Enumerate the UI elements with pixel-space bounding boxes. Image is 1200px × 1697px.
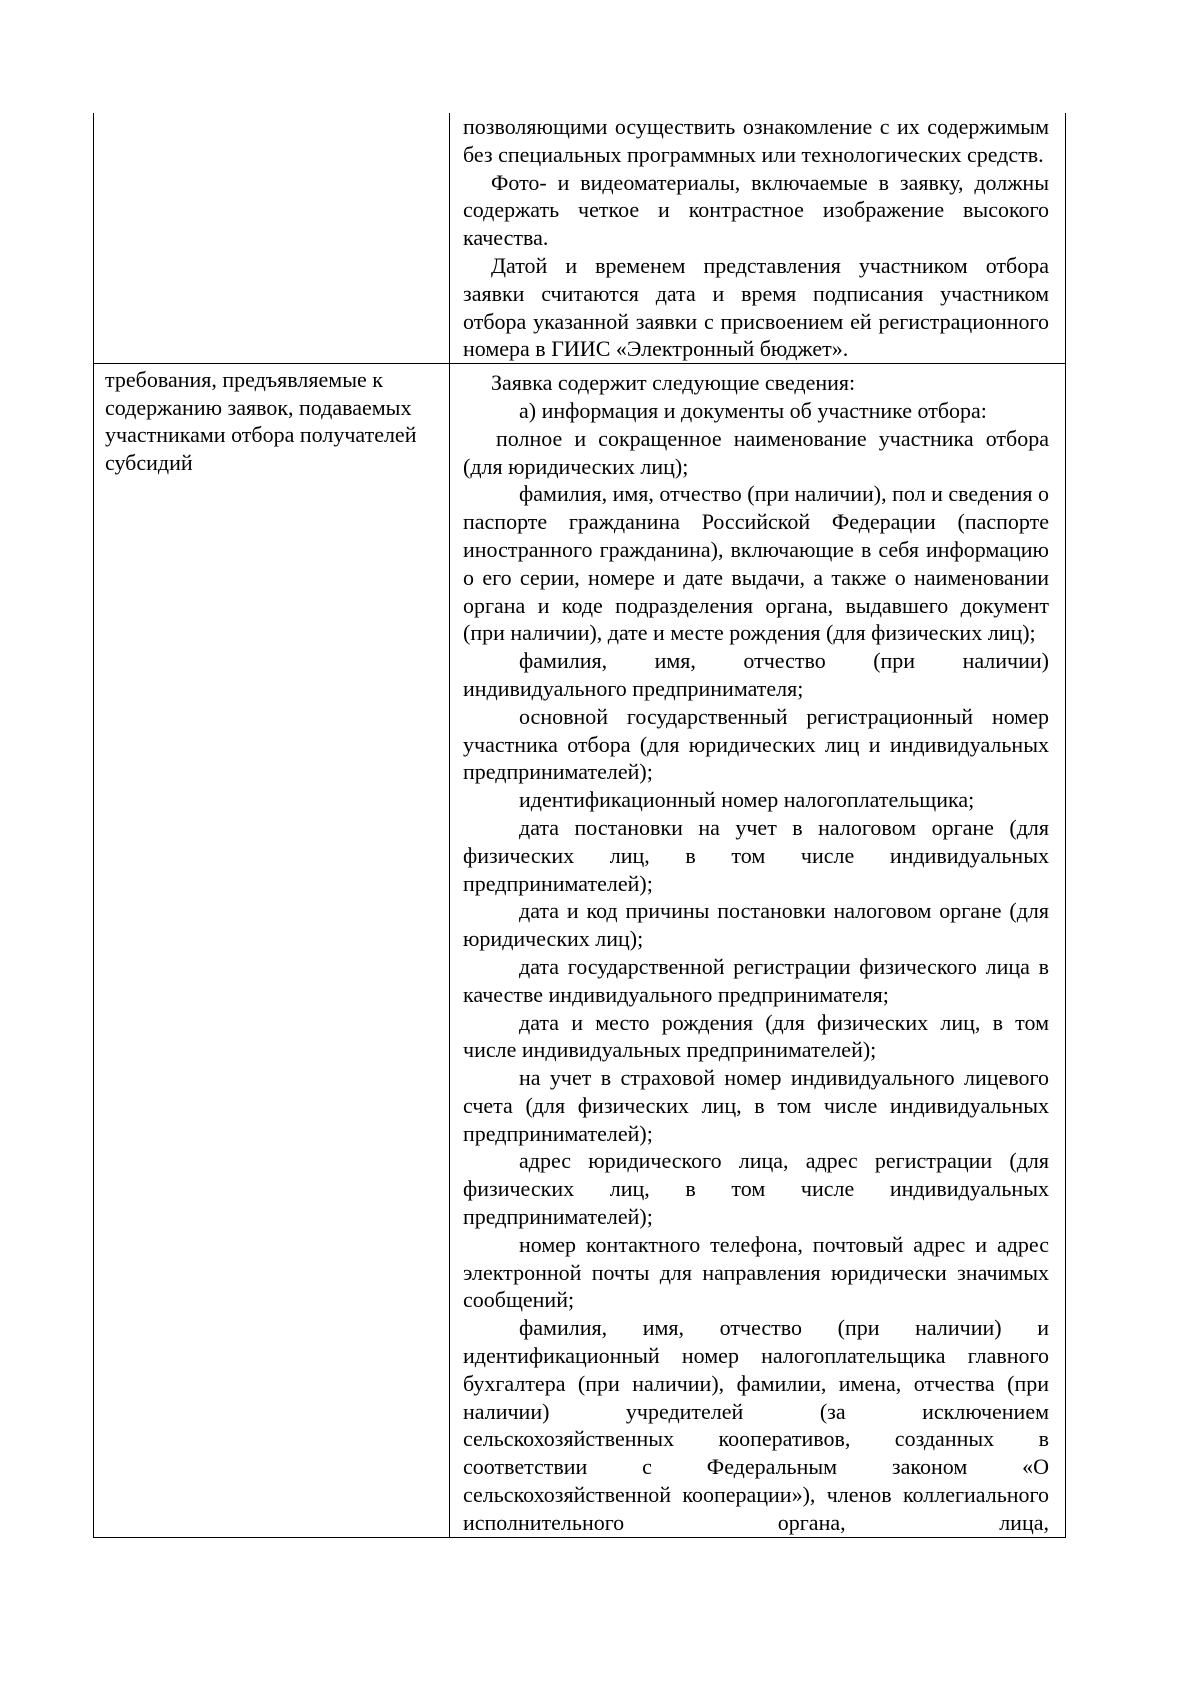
list-item: адрес юридического лица, адрес регистрации (для физических лиц, в том числе индивидуальных предпринимателей); (463, 1148, 1049, 1230)
requirements-label: требования, предъявляемые к содержанию заявок, подаваемых участниками отбора получателей субсидий (105, 367, 417, 475)
table-row-requirements (94, 364, 1066, 1537)
list-item: номер контактного телефона, почтовый адрес и адрес электронной почты для направления юридически значимых сообщений; (463, 1231, 1049, 1313)
list-item: дата постановки на учет в налоговом органе (для физических лиц, в том числе индивидуальных предпринимателей); (463, 814, 1049, 896)
paragraph-submission-date: Датой и временем представления участником отбора заявки считаются дата и время подписания участником отбора указанной заявки с присвоением ей регистрационного номера в ГИИС «Электронный бюджет». (463, 252, 1049, 362)
table-cell-right-continuation (450, 113, 1066, 364)
paragraph-photo-video: Фото- и видеоматериалы, включаемые в заявку, должны содержать четкое и контрастное изображение высокого качества. (463, 169, 1049, 251)
table-cell-left-empty (94, 113, 450, 364)
requirements-table (93, 113, 1066, 1538)
paragraph-item-a: а) информация и документы об участнике отбора: (519, 397, 987, 423)
list-item: дата и место рождения (для физических лиц, в том числе индивидуальных предпринимателей); (463, 1009, 1049, 1063)
table-row-continuation (94, 113, 1066, 364)
list-item: фамилия, имя, отчество (при наличии) и идентификационный номер налогоплательщика главного бухгалтера (при наличии), фамилии, имена, отчества (при наличии) учредителей (за исключением сельскохозяйственных кооперативов, созданных в соответствии с Федеральным законом «О сельскохозяйственной кооперации»), членов коллегиального исполнительного органа, лица, (463, 1315, 1049, 1535)
list-item: на учет в страховой номер индивидуального лицевого счета (для физических лиц, в том числе индивидуальных предпринимателей); (463, 1065, 1049, 1146)
list-item: фамилия, имя, отчество (при наличии), пол и сведения о паспорте гражданина Российской Федерации (паспорте иностранного гражданина), включающие в себя информацию о его серии, номере и дате выдачи, а также о наименовании органа и коде подразделения органа, выдавшего документ (при наличии), дате и месте рождения (для физических лиц); (463, 481, 1049, 646)
paragraph-intro: Заявка содержит следующие сведения: (491, 370, 856, 396)
list-item: дата и код причины постановки налоговом органе (для юридических лиц); (463, 898, 1049, 952)
list-item: идентификационный номер налогоплательщика; (519, 787, 975, 813)
list-item: основной государственный регистрационный номер участника отбора (для юридических лиц и индивидуальных предпринимателей); (463, 703, 1049, 785)
list-item: фамилия, имя, отчество (при наличии) индивидуального предпринимателя; (463, 648, 1049, 701)
table-cell-left-label (94, 364, 450, 1537)
list-item: полное и сокращенное наименование участника отбора (для юридических лиц); (463, 425, 1049, 479)
paragraph-file-formats: позволяющими осуществить ознакомление с их содержимым без специальных программных или технологических средств. (463, 114, 1049, 167)
list-item: дата государственной регистрации физического лица в качестве индивидуального предпринимателя; (463, 953, 1049, 1007)
table-cell-right-content (450, 364, 1066, 1537)
